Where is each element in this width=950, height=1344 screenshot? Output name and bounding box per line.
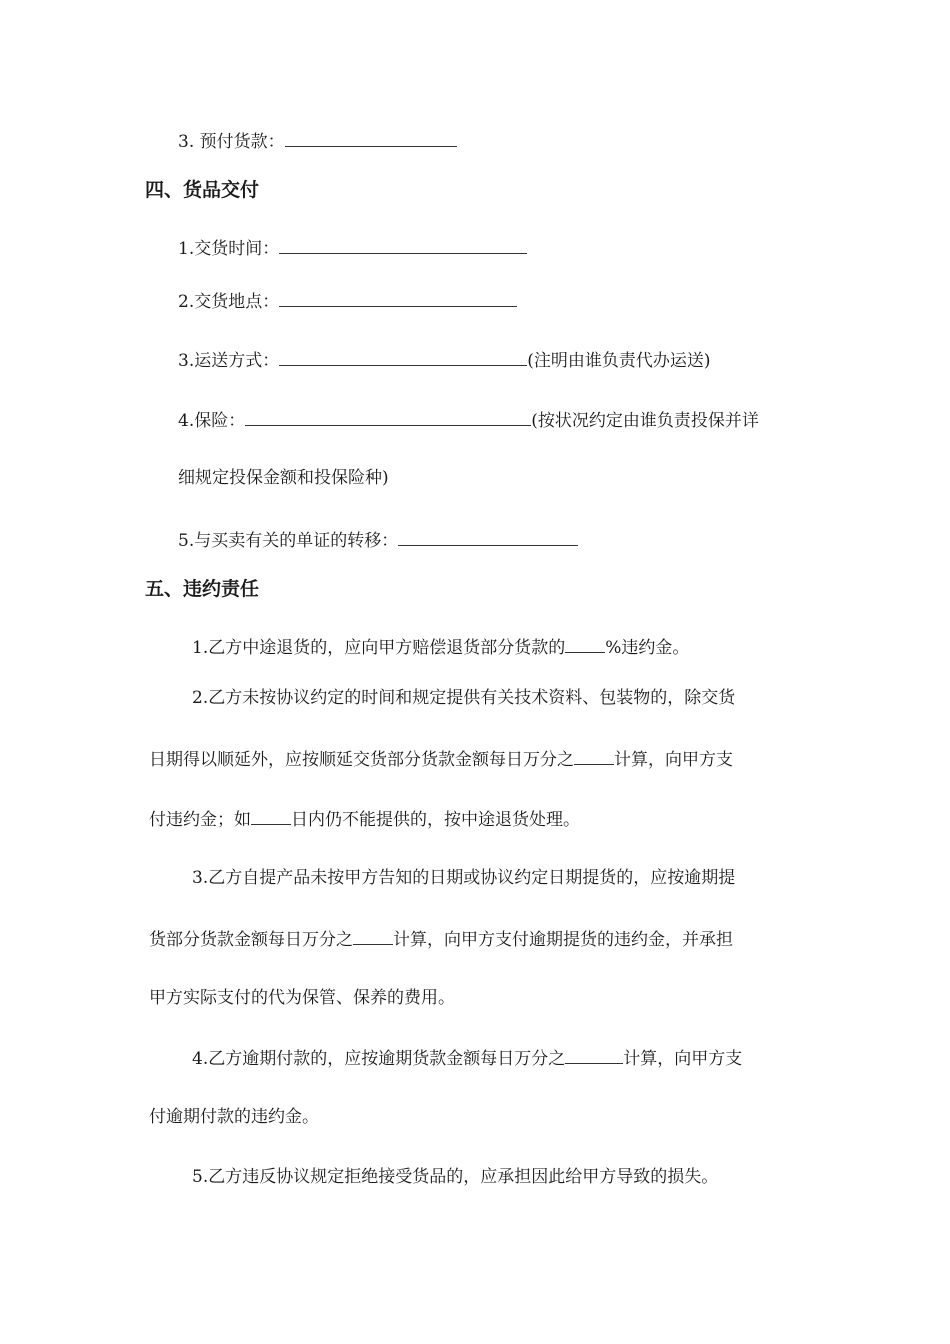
liability-p2-line2-text-end: 计算，向甲方支 bbox=[614, 750, 733, 770]
prepayment-label: 3. 预付货款： bbox=[178, 132, 285, 152]
daily-rate-blank-1[interactable] bbox=[574, 746, 614, 765]
liability-p1-text-end: %违约金。 bbox=[605, 638, 690, 658]
liability-p3-line2 bbox=[149, 926, 733, 952]
insurance-label: 4.保险： bbox=[178, 411, 246, 431]
liability-p2-line2 bbox=[149, 746, 733, 772]
documents-transfer-label: 5.与买卖有关的单证的转移： bbox=[178, 531, 399, 551]
liability-p3-line2-text: 货部分货款金额每日万分之 bbox=[149, 930, 353, 950]
delivery-time-blank[interactable] bbox=[279, 235, 527, 254]
insurance-note: (按状况约定由谁负责投保并详 bbox=[531, 411, 759, 431]
delivery-time-label: 1.交货时间： bbox=[178, 239, 280, 259]
liability-p3-line2-text-end: 计算，向甲方支付逾期提货的违约金，并承担 bbox=[393, 930, 733, 950]
shipping-method-label: 3.运送方式： bbox=[178, 351, 280, 371]
shipping-method-note: (注明由谁负责代办运送) bbox=[527, 351, 711, 371]
documents-transfer-blank[interactable] bbox=[398, 527, 578, 546]
liability-p4-line2: 付逾期付款的违约金。 bbox=[149, 1107, 319, 1127]
liability-p3-line1: 3.乙方自提产品未按甲方告知的日期或协议约定日期提货的，应按逾期提 bbox=[192, 868, 736, 888]
liability-p2-line1: 2.乙方未按协议约定的时间和规定提供有关技术资料、包装物的，除交货 bbox=[192, 688, 736, 708]
liability-p2-line3 bbox=[149, 806, 580, 832]
liability-p2-line3-text: 付违约金；如 bbox=[149, 810, 251, 830]
delivery-time-line bbox=[178, 235, 527, 261]
refund-percent-blank[interactable] bbox=[565, 634, 605, 653]
insurance-blank[interactable] bbox=[245, 407, 531, 426]
documents-transfer-line bbox=[178, 527, 578, 553]
liability-p5: 5.乙方违反协议规定拒绝接受货品的，应承担因此给甲方导致的损失。 bbox=[192, 1167, 719, 1187]
liability-p3-line3: 甲方实际支付的代为保管、保养的费用。 bbox=[149, 988, 455, 1008]
liability-p2-line2-text: 日期得以顺延外，应按顺延交货部分货款金额每日万分之 bbox=[149, 750, 574, 770]
section-heading-delivery: 四、货品交付 bbox=[145, 179, 260, 201]
liability-p2-line3-text-end: 日内仍不能提供的，按中途退货处理。 bbox=[291, 810, 580, 830]
delivery-place-label: 2.交货地点： bbox=[178, 292, 280, 312]
daily-rate-blank-2[interactable] bbox=[353, 926, 393, 945]
daily-rate-blank-3[interactable] bbox=[565, 1045, 623, 1064]
shipping-method-line bbox=[178, 347, 711, 373]
insurance-note-continued: 细规定投保金额和投保险种) bbox=[178, 468, 389, 488]
days-blank[interactable] bbox=[251, 806, 291, 825]
liability-p1-text: 1.乙方中途退货的，应向甲方赔偿退货部分货款的 bbox=[192, 638, 566, 658]
liability-p4-line1-text: 4.乙方逾期付款的，应按逾期货款金额每日万分之 bbox=[192, 1049, 566, 1069]
prepayment-line bbox=[178, 128, 457, 154]
delivery-place-blank[interactable] bbox=[279, 288, 517, 307]
liability-p4-line1 bbox=[192, 1045, 742, 1071]
insurance-line bbox=[178, 407, 759, 433]
shipping-method-blank[interactable] bbox=[279, 347, 527, 366]
liability-p1 bbox=[192, 634, 689, 660]
section-heading-liability: 五、违约责任 bbox=[145, 578, 260, 600]
liability-p4-line1-text-end: 计算，向甲方支 bbox=[623, 1049, 743, 1069]
prepayment-blank[interactable] bbox=[285, 128, 457, 147]
delivery-place-line bbox=[178, 288, 517, 314]
